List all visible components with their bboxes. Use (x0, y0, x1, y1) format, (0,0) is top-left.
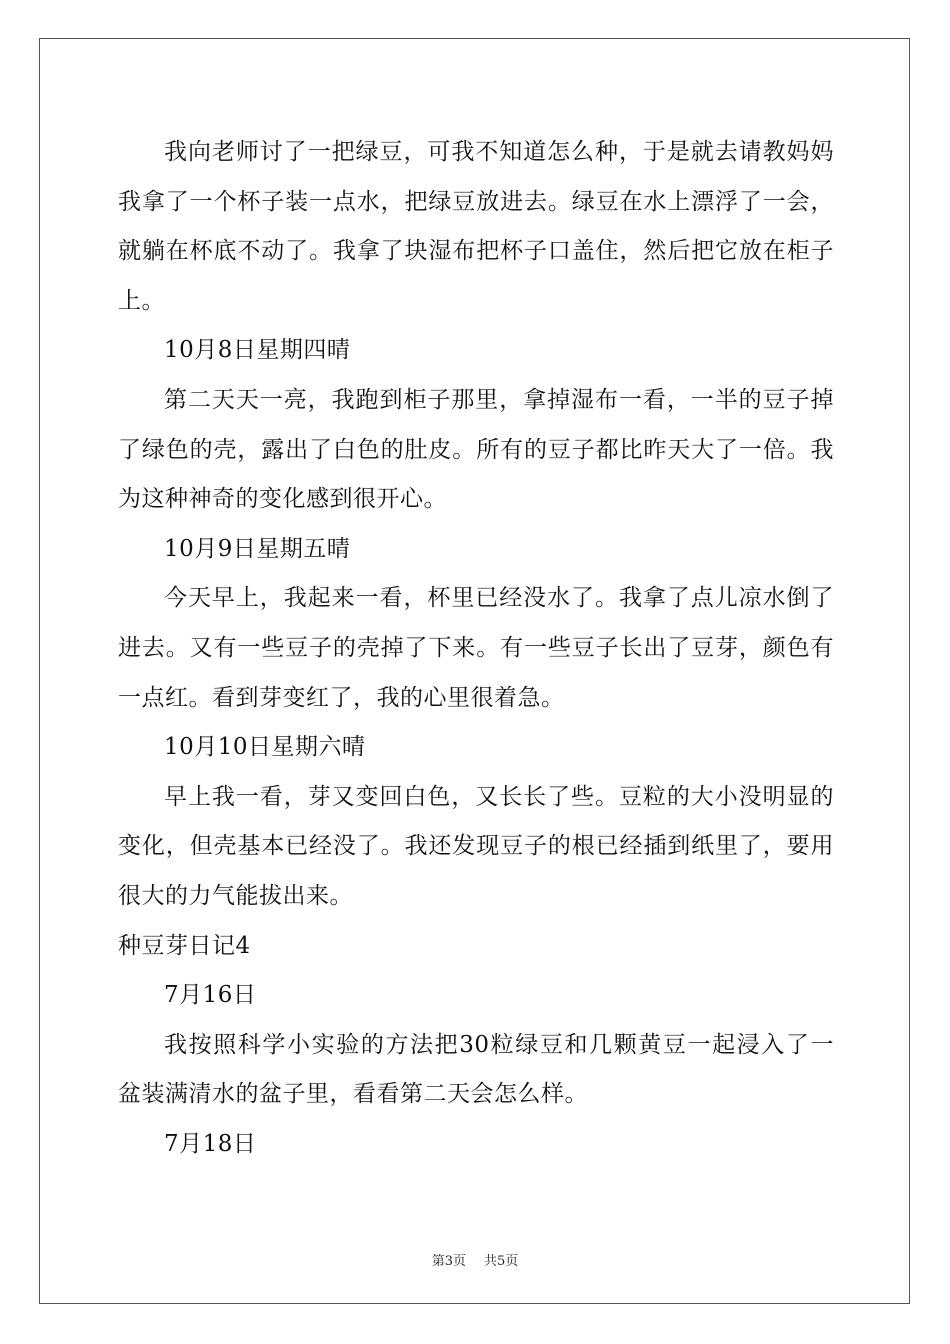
paragraph-line: 进去。又有一些豆子的壳掉了下来。有一些豆子长出了豆芽，颜色有 (118, 634, 834, 661)
diary-date-heading: 10月8日星期四晴 (164, 337, 351, 364)
document-body (118, 128, 834, 1169)
paragraph-line: 上。 (118, 287, 165, 314)
page-number: 第3页 (431, 1254, 466, 1269)
diary-date-heading: 10月10日星期六晴 (164, 734, 366, 761)
paragraph-line: 我向老师讨了一把绿豆，可我不知道怎么种，于是就去请教妈妈 (164, 139, 834, 165)
paragraph-line: 盆装满清水的盆子里，看看第二天会怎么样。 (118, 1081, 588, 1108)
paragraph-line: 就躺在杯底不动了。我拿了块湿布把杯子口盖住，然后把它放在柜子 (118, 238, 834, 265)
total-pages: 共5页 (484, 1254, 519, 1269)
diary-date-heading: 10月9日星期五晴 (164, 535, 351, 562)
paragraph-line: 第二天天一亮，我跑到柜子那里，拿掉湿布一看，一半的豆子掉 (164, 386, 834, 413)
paragraph-line: 很大的力气能拔出来。 (118, 882, 353, 909)
paragraph-line: 变化，但壳基本已经没了。我还发现豆子的根已经插到纸里了，要用 (118, 833, 834, 860)
diary-date-heading: 7月18日 (164, 1130, 257, 1157)
paragraph-line: 今天早上，我起来一看，杯里已经没水了。我拿了点儿凉水倒了 (164, 585, 834, 612)
paragraph-line: 我拿了一个杯子装一点水，把绿豆放进去。绿豆在水上漂浮了一会， (118, 188, 834, 215)
paragraph-line: 我按照科学小实验的方法把30粒绿豆和几颗黄豆一起浸入了一 (164, 1031, 834, 1058)
section-title: 种豆芽日记4 (118, 932, 251, 959)
paragraph-line: 为这种神奇的变化感到很开心。 (118, 486, 447, 513)
paragraph-line: 了绿色的壳，露出了白色的肚皮。所有的豆子都比昨天大了一倍。我 (118, 436, 834, 463)
paragraph-line: 一点红。看到芽变红了，我的心里很着急。 (118, 684, 565, 711)
paragraph-line: 早上我一看，芽又变回白色，又长长了些。豆粒的大小没明显的 (164, 783, 834, 810)
page-footer (0, 1250, 950, 1269)
diary-date-heading: 7月16日 (164, 982, 257, 1009)
